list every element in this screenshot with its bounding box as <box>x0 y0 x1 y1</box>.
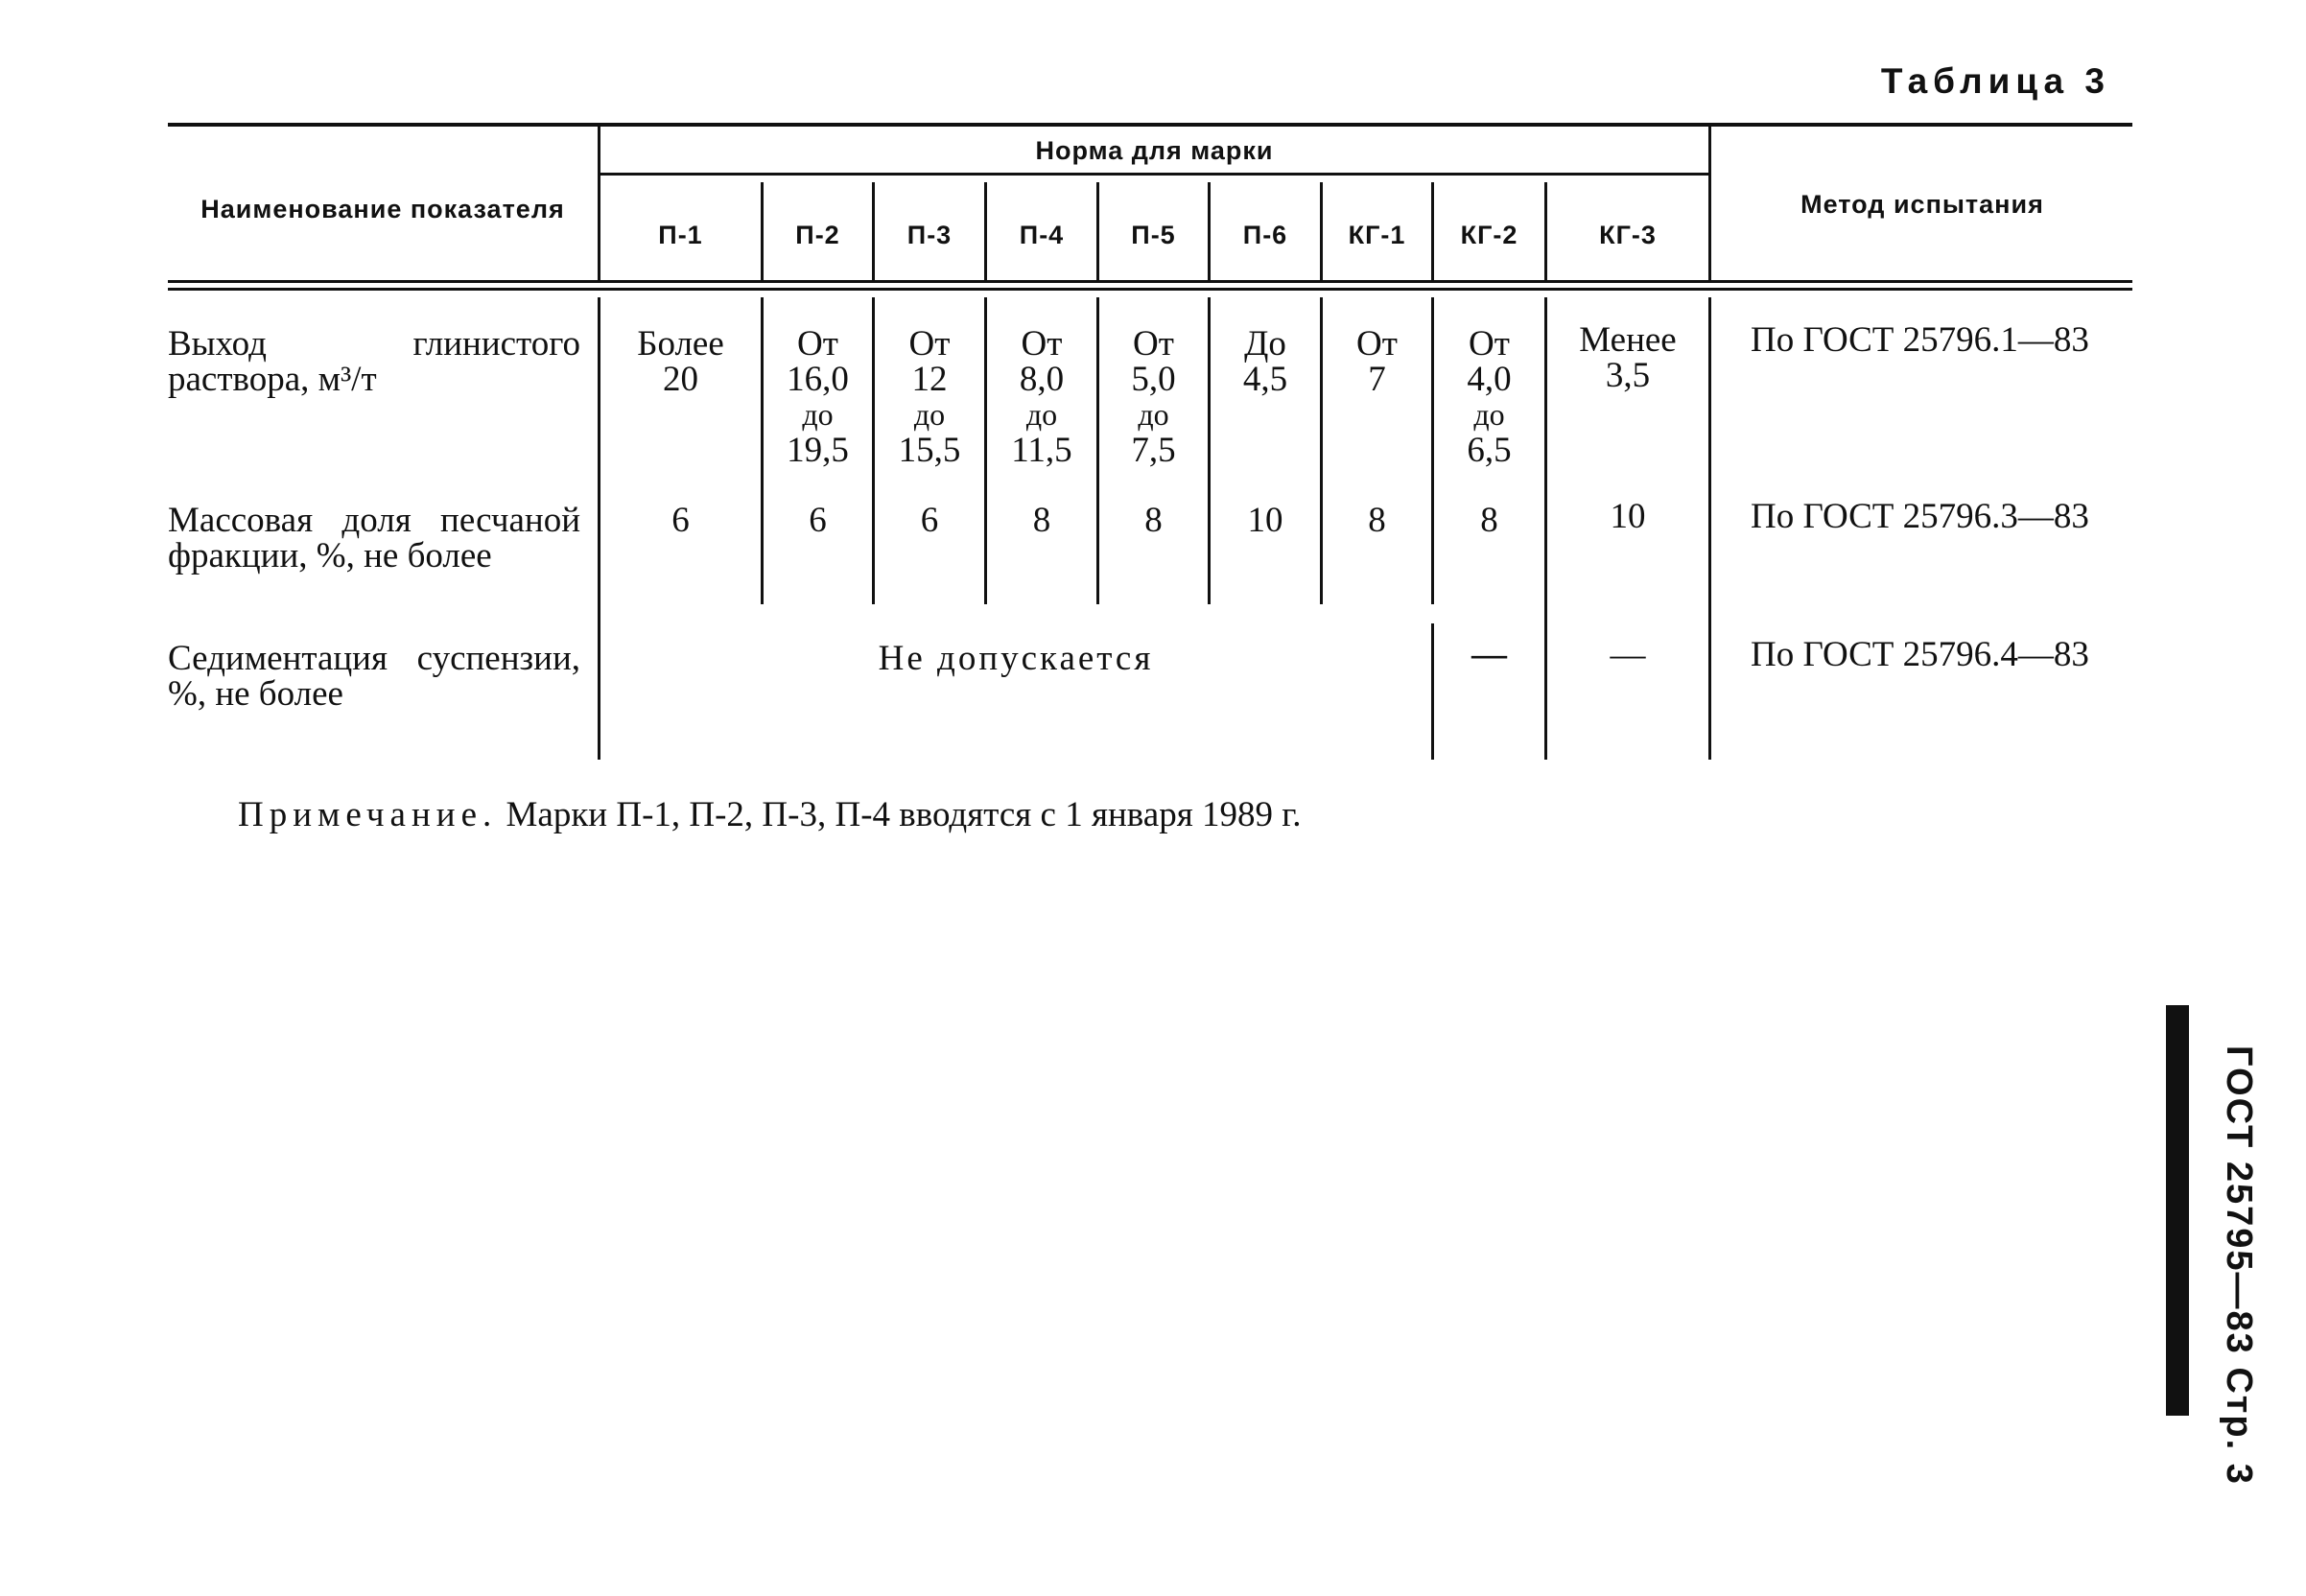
merged-value-cell: Не допускается <box>878 639 1154 678</box>
value-cell: 10 <box>1247 501 1283 540</box>
test-method: По ГОСТ 25796.4—83 <box>1751 635 2089 674</box>
value-cell: 6 <box>671 501 690 540</box>
value-cell-kg3: — <box>1610 635 1646 674</box>
table-caption: Таблица 3 <box>1880 61 2110 101</box>
value-cell: 8 <box>1144 501 1163 540</box>
header-norm-group: Норма для марки <box>1035 136 1274 165</box>
value-cell: Менее 3,5 <box>1579 320 1677 395</box>
note-text: Марки П-1, П-2, П-3, П-4 вводятся с 1 января 1989 г. <box>506 795 1302 834</box>
grade-header: КГ-2 <box>1460 221 1518 249</box>
value-cell: От 4,0 до 6,5 <box>1467 324 1512 470</box>
grade-header: П-1 <box>658 221 703 249</box>
header-bottom-rule-1 <box>168 280 2132 283</box>
value-cell: 8 <box>1480 501 1498 540</box>
grade-header: П-6 <box>1242 221 1288 249</box>
row-name: Седиментация суспензии, %, не более <box>168 639 580 714</box>
row-name: Выход глинистого раствора, м³/т <box>168 324 580 399</box>
side-label: ГОСТ 25795—83 Стр. 3 <box>2219 1045 2259 1486</box>
value-cell: От 8,0 до 11,5 <box>1011 324 1072 470</box>
grade-header: П-3 <box>906 221 953 249</box>
value-cell-kg2: — <box>1471 635 1507 674</box>
value-cell: 8 <box>1032 501 1051 540</box>
table-top-rule <box>168 123 2132 127</box>
header-bottom-rule-2 <box>168 288 2132 291</box>
table-note <box>238 794 1301 835</box>
row-name: Массовая доля песчаной фракции, %, не более <box>168 501 580 575</box>
header-method: Метод испытания <box>1800 190 2044 219</box>
value-cell: От 7 <box>1356 324 1398 399</box>
value-cell: От 16,0 до 19,5 <box>787 324 849 470</box>
note-label: Примечание. <box>238 795 498 834</box>
test-method: По ГОСТ 25796.3—83 <box>1751 497 2089 536</box>
divider-method <box>1708 297 1711 760</box>
grade-header: КГ-3 <box>1599 221 1657 249</box>
side-bar <box>2166 1005 2189 1416</box>
grade-header: П-4 <box>1019 221 1065 249</box>
norm-group-rule <box>600 173 1708 176</box>
value-cell: 10 <box>1610 497 1646 536</box>
header-indicator: Наименование показателя <box>200 195 565 223</box>
grade-header: П-2 <box>795 221 840 249</box>
value-cell: От 12 до 15,5 <box>898 324 961 470</box>
grade-header: КГ-1 <box>1348 221 1406 249</box>
value-cell: До 4,5 <box>1242 324 1288 399</box>
value-cell: 6 <box>920 501 939 540</box>
value-cell: От 5,0 до 7,5 <box>1131 324 1176 470</box>
value-cell: 8 <box>1368 501 1386 540</box>
value-cell: 6 <box>809 501 827 540</box>
grade-header: П-5 <box>1131 221 1176 249</box>
test-method: По ГОСТ 25796.1—83 <box>1751 320 2089 360</box>
value-cell: Более 20 <box>637 324 724 399</box>
